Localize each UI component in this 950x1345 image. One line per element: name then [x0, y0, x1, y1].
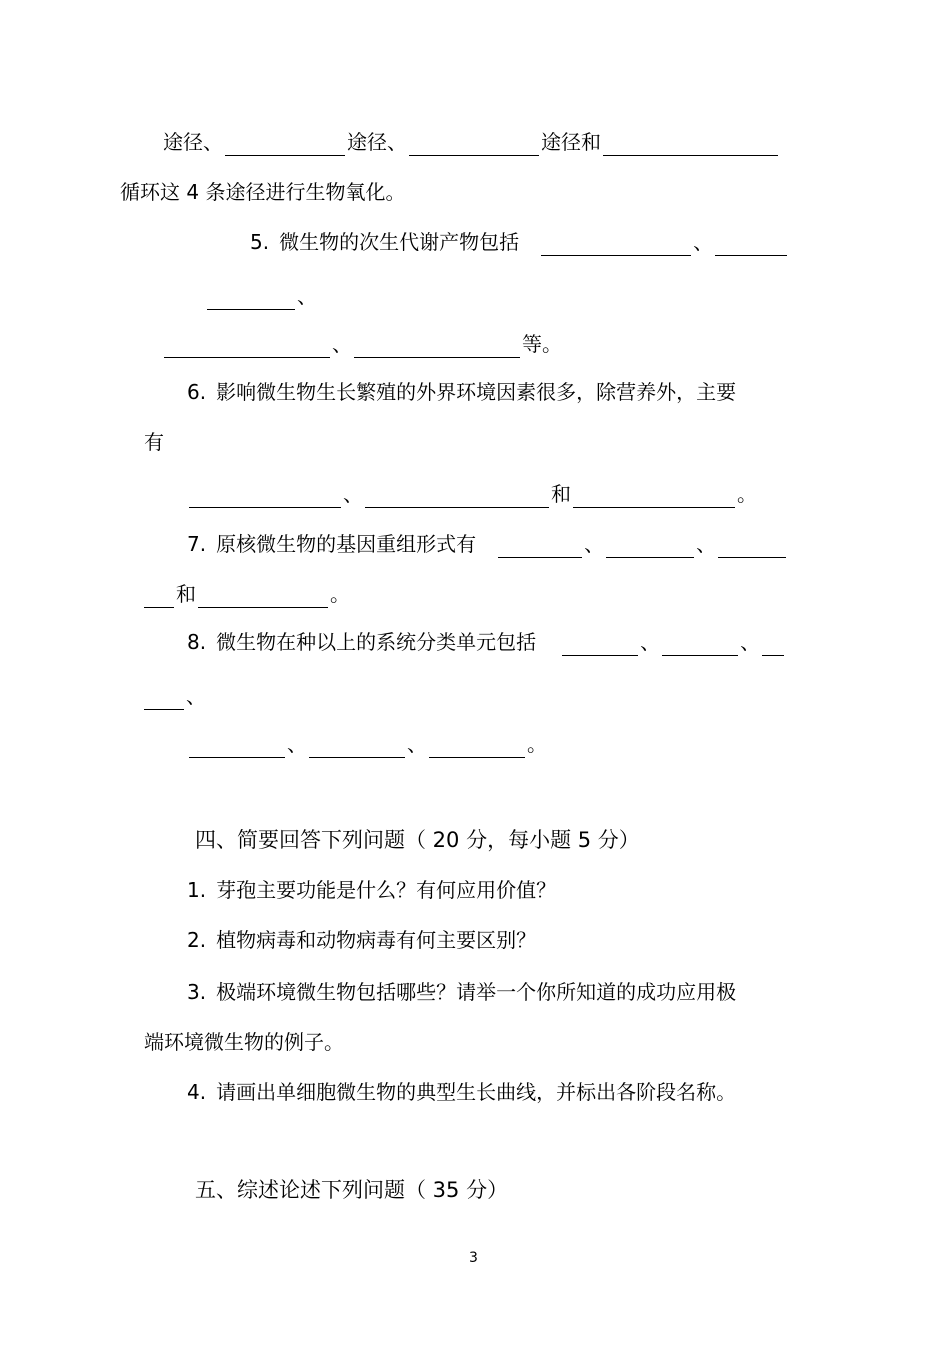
q7-line-1	[187, 530, 788, 558]
s4-question-3	[187, 978, 736, 1006]
question-text: 极端环境微生物包括哪些？请举一个你所知道的成功应用极	[216, 980, 737, 1004]
q8-line-2	[144, 682, 206, 710]
q4-text: 循环这 4 条途径进行生物氧化。	[120, 180, 406, 204]
q7-text: 。	[330, 582, 350, 606]
separator: 、	[297, 284, 317, 308]
answer-blank[interactable]	[189, 485, 341, 508]
answer-blank[interactable]	[365, 485, 549, 508]
page-number: 3	[469, 1250, 478, 1266]
separator: 、	[584, 532, 605, 556]
answer-blank[interactable]	[498, 535, 582, 558]
separator: 、	[640, 630, 661, 654]
separator: 和	[551, 482, 571, 506]
s4-question-2	[187, 926, 536, 954]
question-text: 芽孢主要功能是什么？有何应用价值？	[216, 878, 557, 902]
section-5-title	[195, 1176, 508, 1204]
question-number: 3.	[187, 980, 207, 1004]
answer-blank[interactable]	[309, 735, 405, 758]
separator: 、	[186, 684, 206, 708]
answer-blank[interactable]	[715, 233, 787, 256]
answer-blank[interactable]	[198, 585, 328, 608]
q8-line-3	[187, 730, 547, 758]
answer-blank[interactable]	[562, 633, 638, 656]
s4-question-1	[187, 876, 556, 904]
q5-line-3	[162, 330, 562, 358]
q6-line-2	[144, 428, 164, 456]
q5-number: 5.	[250, 230, 270, 254]
q5-text: 微生物的次生代谢产物包括	[279, 230, 520, 254]
q6-line-3	[187, 480, 757, 508]
answer-blank[interactable]	[541, 233, 691, 256]
answer-blank[interactable]	[144, 687, 184, 710]
answer-blank[interactable]	[606, 535, 694, 558]
question-text: 植物病毒和动物病毒有何主要区别？	[216, 928, 537, 952]
answer-blank[interactable]	[429, 735, 525, 758]
separator: 、	[343, 482, 363, 506]
q8-text: 微生物在种以上的系统分类单元包括	[216, 630, 537, 654]
answer-blank[interactable]	[409, 133, 539, 156]
separator: 、	[696, 532, 717, 556]
q4-line-2	[120, 178, 405, 206]
question-text: 请画出单细胞微生物的典型生长曲线，并标出各阶段名称。	[216, 1080, 737, 1104]
q5-text: 等。	[522, 332, 562, 356]
separator: 、	[693, 230, 714, 254]
q8-line-1	[187, 628, 786, 656]
question-number: 4.	[187, 1080, 207, 1104]
q7-line-2	[144, 580, 350, 608]
answer-blank[interactable]	[225, 133, 345, 156]
answer-blank[interactable]	[718, 535, 786, 558]
q6-text: 影响微生物生长繁殖的外界环境因素很多，除营养外，主要	[216, 380, 737, 404]
answer-blank[interactable]	[354, 335, 520, 358]
separator: 、	[332, 332, 352, 356]
q7-number: 7.	[187, 532, 207, 556]
section-title-text: 五、综述论述下列问题（ 35 分）	[195, 1178, 509, 1202]
q6-number: 6.	[187, 380, 207, 404]
q7-text: 原核微生物的基因重组形式有	[216, 532, 477, 556]
q4-text: 途径、	[163, 130, 223, 154]
answer-blank[interactable]	[573, 485, 735, 508]
answer-blank[interactable]	[762, 633, 784, 656]
answer-blank[interactable]	[603, 133, 778, 156]
answer-blank[interactable]	[164, 335, 330, 358]
q6-text: 有	[144, 430, 164, 454]
answer-blank[interactable]	[144, 585, 174, 608]
separator: 、	[287, 732, 307, 756]
section-4-title	[195, 826, 640, 854]
q8-number: 8.	[187, 630, 207, 654]
q5-line-2	[205, 282, 317, 310]
s4-question-3-cont	[144, 1028, 344, 1056]
separator: 、	[740, 630, 761, 654]
q4-text: 途径、	[347, 130, 407, 154]
section-title-text: 四、简要回答下列问题（ 20 分，每小题 5 分）	[195, 828, 640, 852]
q6-line-1	[187, 378, 736, 406]
question-number: 1.	[187, 878, 207, 902]
q6-text: 。	[737, 482, 757, 506]
answer-blank[interactable]	[189, 735, 285, 758]
answer-blank[interactable]	[662, 633, 738, 656]
separator: 、	[407, 732, 427, 756]
separator: 和	[176, 582, 196, 606]
question-number: 2.	[187, 928, 207, 952]
q5-line-1	[250, 228, 789, 256]
q8-text: 。	[527, 732, 547, 756]
question-text: 端环境微生物的例子。	[144, 1030, 344, 1054]
q4-line-1	[163, 128, 780, 156]
q4-text: 途径和	[541, 130, 601, 154]
answer-blank[interactable]	[207, 287, 295, 310]
s4-question-4	[187, 1078, 736, 1106]
